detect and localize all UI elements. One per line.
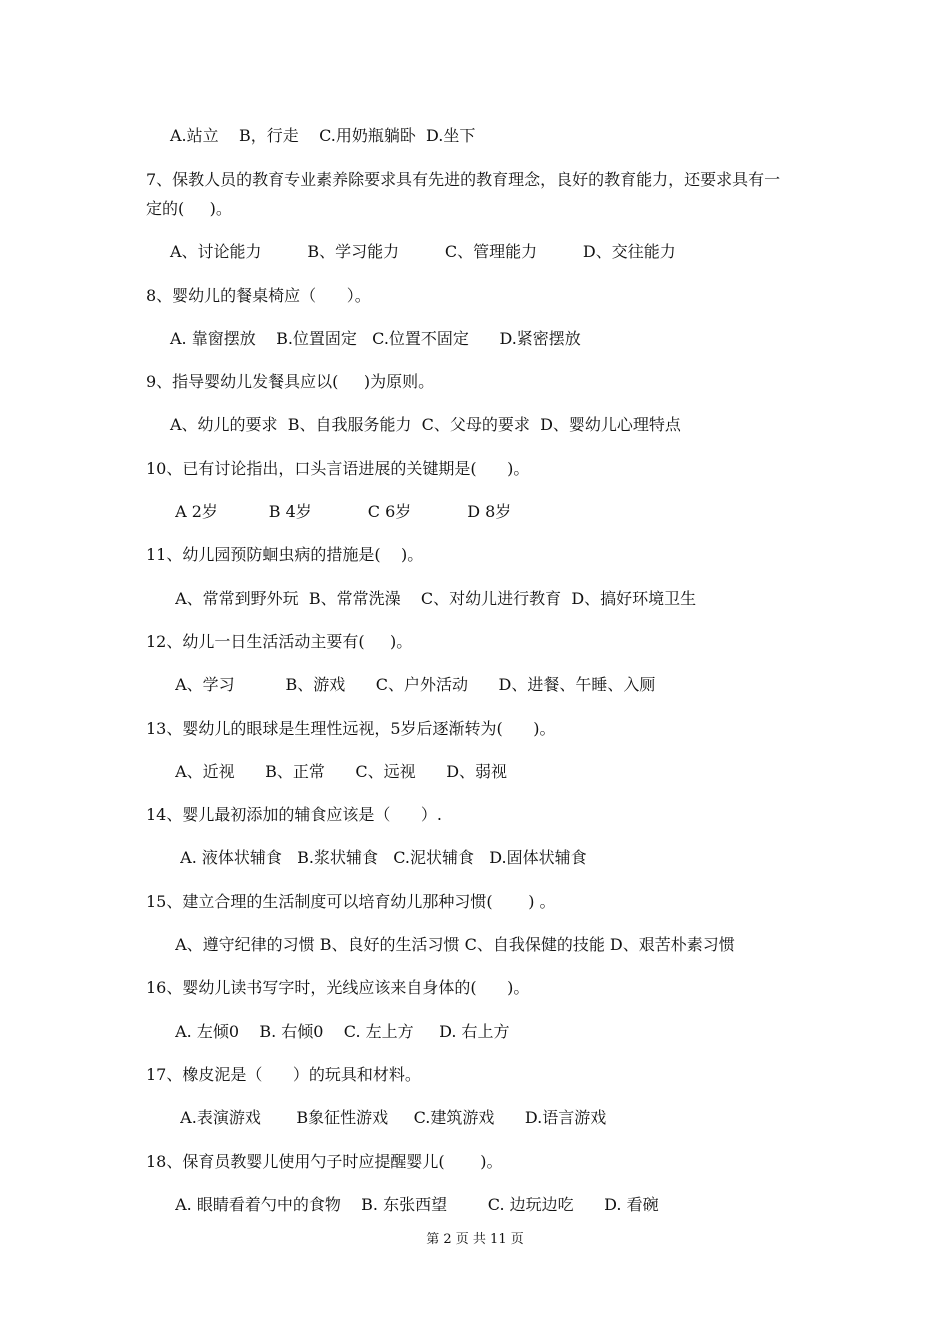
question-18: 18、保育员教婴儿使用勺子时应提醒婴儿( )。 <box>146 1152 503 1171</box>
page-footer: 第 2 页 共 11 页 <box>426 1232 524 1247</box>
q18-options: A. 眼睛看着勺中的食物 B. 东张西望 C. 边玩边吃 D. 看碗 <box>170 1195 659 1214</box>
q15-options: A、遵守纪律的习惯 B、良好的生活习惯 C、自我保健的技能 D、艰苦朴素习惯 <box>170 935 735 954</box>
question-14: 14、婴儿最初添加的辅食应该是（ ）. <box>146 805 442 824</box>
question-11: 11、幼儿园预防蛔虫病的措施是( )。 <box>146 545 424 564</box>
question-12: 12、幼儿一日生活活动主要有( )。 <box>146 632 413 651</box>
q16-options: A. 左倾0 B. 右倾0 C. 左上方 D. 右上方 <box>170 1022 510 1041</box>
q17-options: A.表演游戏 B象征性游戏 C.建筑游戏 D.语言游戏 <box>170 1108 607 1127</box>
q6-options: A.站立 B，行走 C.用奶瓶躺卧 D.坐下 <box>170 126 476 145</box>
question-7-line-1: 7、保教人员的教育专业素养除要求具有先进的教育理念，良好的教育能力，还要求具有一 <box>146 170 781 189</box>
question-9: 9、指导婴幼儿发餐具应以( )为原则。 <box>146 372 435 391</box>
q8-options: A. 靠窗摆放 B.位置固定 C.位置不固定 D.紧密摆放 <box>170 329 581 348</box>
q14-options: A. 液体状辅食 B.浆状辅食 C.泥状辅食 D.固体状辅食 <box>170 848 587 867</box>
q7-options: A、讨论能力 B、学习能力 C、管理能力 D、交往能力 <box>170 242 676 261</box>
question-10: 10、已有讨论指出，口头言语进展的关键期是( )。 <box>146 459 530 478</box>
question-17: 17、橡皮泥是（ ）的玩具和材料。 <box>146 1065 421 1084</box>
question-8: 8、婴幼儿的餐桌椅应（ ）。 <box>146 286 371 305</box>
question-13: 13、婴幼儿的眼球是生理性远视，5岁后逐渐转为( )。 <box>146 719 556 738</box>
question-15: 15、建立合理的生活制度可以培育幼儿那种习惯( ) 。 <box>146 892 556 911</box>
q10-options: A 2岁 B 4岁 C 6岁 D 8岁 <box>170 502 512 521</box>
q12-options: A、学习 B、游戏 C、户外活动 D、进餐、午睡、入厕 <box>170 675 656 694</box>
q13-options: A、近视 B、正常 C、远视 D、弱视 <box>170 762 508 781</box>
question-7-line-2: 定的( )。 <box>146 199 232 218</box>
question-16: 16、婴幼儿读书写字时，光线应该来自身体的( )。 <box>146 978 530 997</box>
q11-options: A、常常到野外玩 B、常常洗澡 C、对幼儿进行教育 D、搞好环境卫生 <box>170 589 697 608</box>
q9-options: A、幼儿的要求 B、自我服务能力 C、父母的要求 D、婴幼儿心理特点 <box>170 415 681 434</box>
